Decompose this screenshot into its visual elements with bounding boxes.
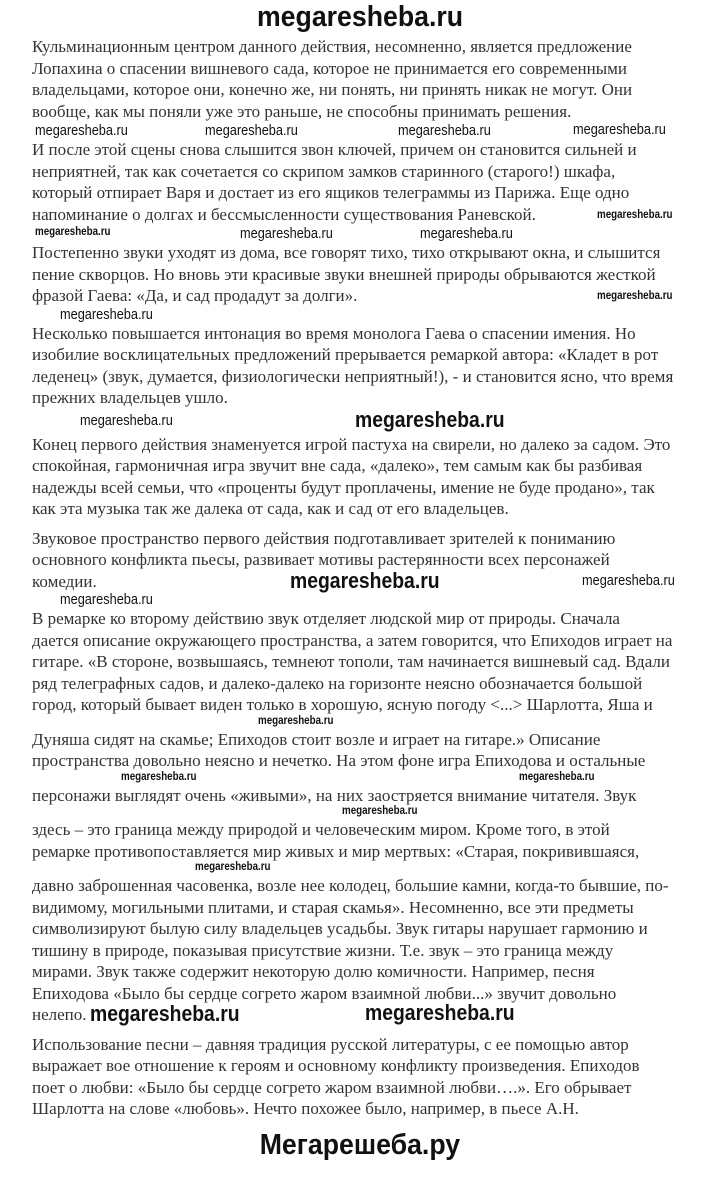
watermark: megaresheba.ru xyxy=(121,770,197,783)
text-line-row xyxy=(32,897,720,919)
text-line-row xyxy=(32,1034,720,1056)
text-line: спокойная, гармоничная игра звучит вне сада, «далеко», тем самым как бы разбивая xyxy=(32,456,643,475)
text-line-row xyxy=(32,841,720,863)
text-line-row xyxy=(32,285,720,307)
text-line-row xyxy=(32,477,720,499)
text-line-row xyxy=(32,366,720,388)
text-line: леденец» (звук, думается, физиологически неприятный!), - и становится ясно, что время xyxy=(32,366,674,386)
text-line: неприятней, так как сочетается со скрипом замков старинного (старого!) шкафа, xyxy=(32,161,616,181)
paragraph xyxy=(32,242,720,307)
text-line-row xyxy=(32,1055,720,1077)
text-line: символизируют былую силу владельцев усадьбы. Звук гитары нарушает гармонию и xyxy=(32,919,648,938)
watermark: megaresheba.ru xyxy=(582,571,675,589)
text-line: изобилие восклицательных предложений прерывается ремаркой автора: «Кладет в рот xyxy=(32,345,659,364)
text-line-row xyxy=(32,729,720,751)
watermark: megaresheba.ru xyxy=(258,714,334,727)
text-line-row xyxy=(32,785,720,807)
watermark: megaresheba.ru xyxy=(420,225,513,242)
text-line: пение скворцов. Но вновь эти красивые звуки внешней природы обрываются жесткой xyxy=(32,264,656,284)
text-line: Лопахина о спасении вишневого сада, которое не принимается его современными xyxy=(32,58,627,78)
text-line: Конец первого действия знаменуется игрой пастуха на свирели, но далеко за садом. Это xyxy=(32,434,671,454)
watermark: megaresheba.ru xyxy=(205,122,298,139)
text-line-row xyxy=(32,58,720,80)
text-line: выражает вое отношение к героям и основному конфликту произведения. Епиходов xyxy=(32,1056,640,1075)
text-line: нелепо. xyxy=(32,1005,87,1024)
watermark-row xyxy=(0,307,720,323)
text-line-row xyxy=(32,182,720,204)
paragraph xyxy=(32,608,720,1026)
watermark: megaresheba.ru xyxy=(35,122,128,139)
document-body xyxy=(0,36,720,1120)
text-line: мирами. Звук также содержит некоторую долю комичности. Например, песня xyxy=(32,962,595,981)
spacer xyxy=(0,520,720,528)
text-line: ряд телеграфных садов, и далеко-далеко на горизонте неясно обозначается большой xyxy=(32,673,643,693)
text-line: дается описание окружающего пространства, а затем говорится, что Епиходов играет на xyxy=(32,630,673,650)
watermark: megaresheba.ru xyxy=(573,121,666,138)
text-line: тишину в природе, показывая присутствие жизни. Т.е. звук – это граница между xyxy=(32,940,614,960)
text-line-row xyxy=(32,673,720,695)
watermark: megaresheba.ru xyxy=(240,225,333,242)
text-line-row xyxy=(32,139,720,161)
watermark: megaresheba.ru xyxy=(519,770,595,783)
watermark-row xyxy=(32,806,720,819)
text-line-row xyxy=(32,1000,720,1026)
text-line-row xyxy=(32,875,720,897)
site-footer-title: Мегарешеба.ру xyxy=(259,1128,461,1161)
watermark-row xyxy=(0,592,720,608)
text-line-row xyxy=(32,79,720,101)
watermark: megaresheba.ru xyxy=(365,1000,515,1025)
paragraph xyxy=(32,36,720,122)
text-line: как эта музыка так же далека от сада, как и сад от его владельцев. xyxy=(32,499,509,518)
site-header xyxy=(0,0,720,36)
paragraph xyxy=(32,528,720,593)
text-line-row xyxy=(32,204,720,226)
text-line: комедии. xyxy=(32,571,97,591)
text-line-row xyxy=(32,242,720,264)
text-line-row xyxy=(32,819,720,841)
text-line: надежды всей семьи, что «проценты будут проплачены, имение не буде продано», так xyxy=(32,477,655,497)
site-header-title: megaresheba.ru xyxy=(256,1,464,33)
text-line-row xyxy=(32,455,720,477)
text-line: вообще, как мы поняли уже это раньше, не способны принимать решения. xyxy=(32,101,572,121)
text-line: напоминание о долгах и бессмысленности существования Раневской. xyxy=(32,204,536,224)
watermark: megaresheba.ru xyxy=(355,406,505,432)
text-line: видимому, могильными плитами, и старая скамья». Несомненно, все эти предметы xyxy=(32,897,634,917)
text-line-row xyxy=(32,940,720,962)
text-line: В ремарке ко второму действию звук отделяет людской мир от природы. Сначала xyxy=(32,609,620,628)
text-line-row xyxy=(32,608,720,630)
watermark: megaresheba.ru xyxy=(342,805,418,817)
paragraph xyxy=(32,323,720,409)
text-line: И после этой сцены снова слышится звон ключей, причем он становится сильней и xyxy=(32,140,637,159)
text-line-row xyxy=(32,1077,720,1099)
watermark: megaresheba.ru xyxy=(195,861,271,873)
text-line: который отпирает Варя и достает из его ящиков телеграммы из Парижа. Еще одно xyxy=(32,183,630,202)
text-line-row xyxy=(32,567,720,593)
text-line: пространства довольно неясно и нечетко. На этом фоне игра Епиходова и остальные xyxy=(32,751,646,770)
text-line-row xyxy=(32,434,720,456)
text-line: здесь – это граница между природой и человеческим миром. Кроме того, в этой xyxy=(32,820,610,839)
paragraph xyxy=(32,139,720,225)
text-line-row xyxy=(32,630,720,652)
text-line-row xyxy=(32,161,720,183)
text-line: фразой Гаева: «Да, и сад продадут за долги». xyxy=(32,286,358,305)
watermark-row xyxy=(32,716,720,729)
text-line-row xyxy=(32,1098,720,1120)
text-line: Несколько повышается интонация во время монолога Гаева о спасении имения. Но xyxy=(32,323,636,343)
watermark-row xyxy=(0,225,720,242)
watermark-row xyxy=(0,122,720,139)
text-line-row xyxy=(32,961,720,983)
text-line-row xyxy=(32,918,720,940)
text-line: персонажи выглядят очень «живыми», на них заостряется внимание читателя. Звук xyxy=(32,785,637,805)
text-line: город, который бывает виден только в хорошую, ясную погоду <...> Шарлотта, Яша и xyxy=(32,695,653,714)
text-line: гитаре. «В стороне, возвышаясь, темнеют тополи, там начинается вишневый сад. Вдали xyxy=(32,652,670,671)
watermark-row xyxy=(32,862,720,875)
watermark-row xyxy=(0,406,720,434)
paragraph xyxy=(32,434,720,520)
watermark: megaresheba.ru xyxy=(60,305,153,323)
text-line-row xyxy=(32,344,720,366)
watermark: megaresheba.ru xyxy=(90,1001,240,1026)
watermark: megaresheba.ru xyxy=(80,411,173,429)
text-line: Звуковое пространство первого действия подготавливает зрителей к пониманию xyxy=(32,528,616,548)
paragraph xyxy=(32,1034,720,1120)
text-line-row xyxy=(32,264,720,286)
text-line: поет о любви: «Было бы сердце согрето жаром взаимной любви….». Его обрывает xyxy=(32,1077,632,1097)
text-line-row xyxy=(32,694,720,716)
text-line-row xyxy=(32,101,720,123)
watermark: megaresheba.ru xyxy=(597,208,673,221)
text-line: Дуняша сидят на скамье; Епиходов стоит возле и играет на гитаре.» Описание xyxy=(32,729,601,749)
text-line-row xyxy=(32,528,720,550)
watermark-row xyxy=(32,772,720,785)
text-line-row xyxy=(32,387,720,409)
text-line: владельцами, которое они, конечно же, ни понять, ни принять никак не могут. Они xyxy=(32,80,633,99)
watermark: megaresheba.ru xyxy=(35,226,111,238)
text-line: Кульминационным центром данного действия, несомненно, является предложение xyxy=(32,37,632,56)
text-line-row xyxy=(32,36,720,58)
text-line: Шарлотта на слове «любовь». Нечто похожее было, например, в пьесе А.Н. xyxy=(32,1099,579,1118)
watermark: megaresheba.ru xyxy=(60,591,153,608)
text-line-row xyxy=(32,750,720,772)
site-footer xyxy=(0,1126,720,1166)
text-line: Постепенно звуки уходят из дома, все говорят тихо, тихо открывают окна, и слышится xyxy=(32,243,661,262)
text-line: давно заброшенная часовенка, возле нее колодец, большие камни, когда-то бывшие, по- xyxy=(32,876,669,895)
text-line: ремарке противопоставляется мир живых и мир мертвых: «Старая, покривившаяся, xyxy=(32,841,640,861)
watermark: megaresheba.ru xyxy=(597,290,673,302)
text-line: основного конфликта пьесы, развивает мотивы растерянности всех персонажей xyxy=(32,550,610,569)
text-line-row xyxy=(32,323,720,345)
text-line-row xyxy=(32,651,720,673)
text-line: Епиходова «Было бы сердце согрето жаром взаимной любви...» звучит довольно xyxy=(32,983,617,1003)
text-line: Использование песни – давняя традиция русской литературы, с ее помощью автор xyxy=(32,1034,629,1054)
watermark: megaresheba.ru xyxy=(398,122,491,139)
text-line-row xyxy=(32,498,720,520)
watermark: megaresheba.ru xyxy=(290,567,440,593)
text-line: прежних владельцев ушло. xyxy=(32,388,228,407)
spacer xyxy=(0,1026,720,1034)
